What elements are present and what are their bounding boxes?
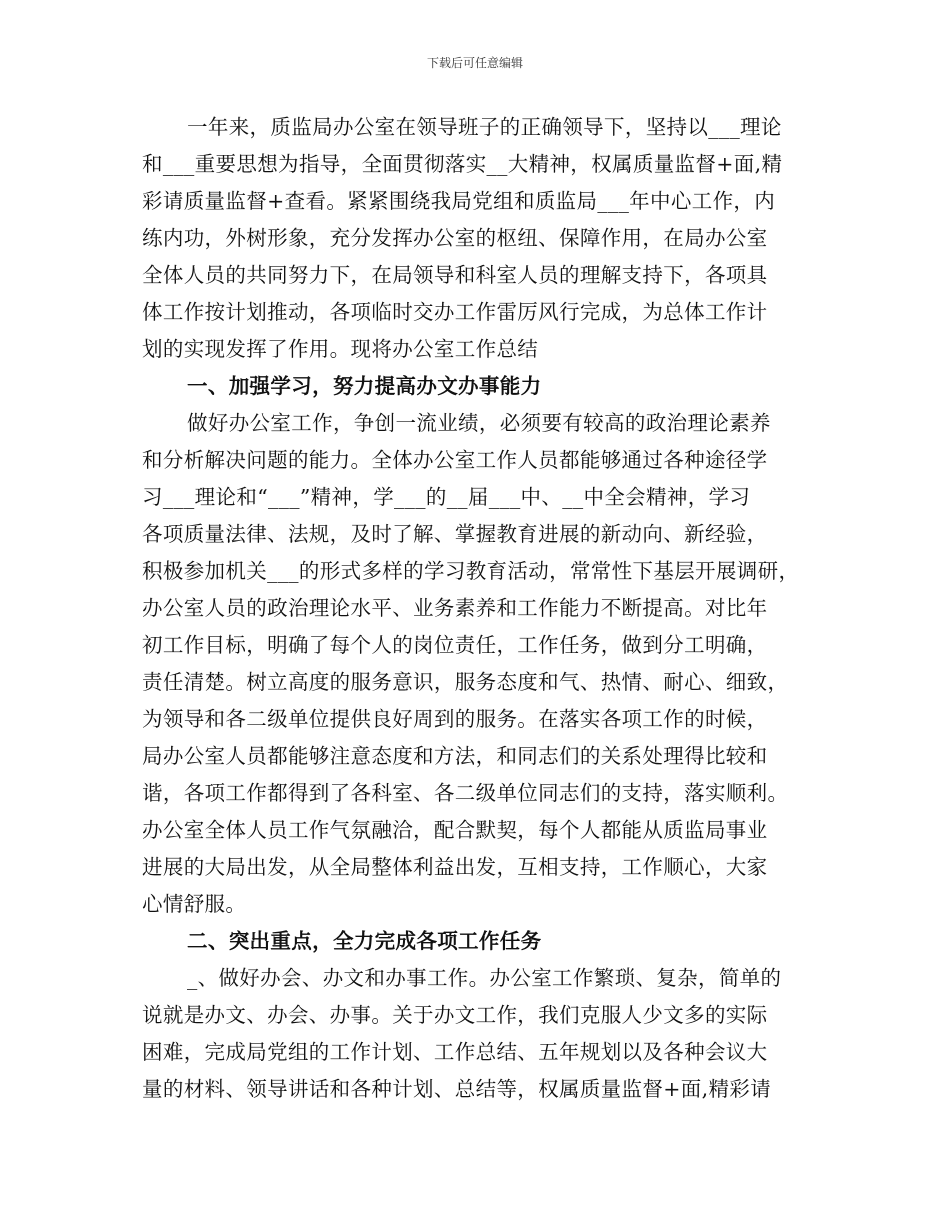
text-line: 谐，各项工作都得到了各科室、各二级单位同志们的支持，落实顺利。 xyxy=(142,781,789,805)
text-line: 局办公室人员都能够注意态度和方法，和同志们的关系处理得比较和 xyxy=(142,744,768,768)
text-line: 积极参加机关___的形式多样的学习教育活动，常常性下基层开展调研， xyxy=(142,559,800,583)
text-line: 和___重要思想为指导，全面贯彻落实__大精神，权属质量监督+面,精 xyxy=(142,152,783,176)
text-line: 困难，完成局党组的工作计划、工作总结、五年规划以及各种会议大 xyxy=(142,1040,768,1064)
text-line: 量的材料、领导讲话和各种计划、总结等，权属质量监督+面,精彩请 xyxy=(142,1077,772,1101)
text-line: 划的实现发挥了作用。现将办公室工作总结 xyxy=(142,337,539,361)
text-line: 彩请质量监督+查看。紧紧围绕我局党组和质监局___年中心工作，内 xyxy=(142,189,776,213)
text-line: 全体人员的共同努力下，在局领导和科室人员的理解支持下，各项具 xyxy=(142,263,768,287)
text-line: 习___理论和“___”精神，学___的__届___中、__中全会精神，学习 xyxy=(142,485,751,509)
text-line: 一年来，质监局办公室在领导班子的正确领导下，坚持以___理论 xyxy=(187,115,782,139)
text-line: 各项质量法律、法规，及时了解、掌握教育进展的新动向、新经验， xyxy=(142,522,768,546)
text-line: 办公室人员的政治理论水平、业务素养和工作能力不断提高。对比年 xyxy=(142,596,768,620)
page-header-note: 下载后可任意编辑 xyxy=(426,56,523,70)
text-line: 初工作目标，明确了每个人的岗位责任，工作任务，做到分工明确， xyxy=(142,633,768,657)
text-line: 办公室全体人员工作气氛融洽，配合默契，每个人都能从质监局事业 xyxy=(142,818,768,842)
text-line: 体工作按计划推动，各项临时交办工作雷厉风行完成，为总体工作计 xyxy=(142,300,768,324)
text-line: 为领导和各二级单位提供良好周到的服务。在落实各项工作的时候， xyxy=(142,707,768,731)
section-heading-1: 一、加强学习，努力提高办文办事能力 xyxy=(187,374,542,398)
text-line: 做好办公室工作，争创一流业绩，必须要有较高的政治理论素养 xyxy=(187,411,771,435)
section-heading-2: 二、突出重点，全力完成各项工作任务 xyxy=(187,929,542,953)
text-line: 责任清楚。树立高度的服务意识，服务态度和气、热情、耐心、细致， xyxy=(142,670,789,694)
text-line: 和分析解决问题的能力。全体办公室工作人员都能够通过各种途径学 xyxy=(142,448,768,472)
text-line: 进展的大局出发，从全局整体利益出发，互相支持，工作顺心，大家 xyxy=(142,855,768,879)
text-line: 说就是办文、办会、办事。关于办文工作，我们克服人少文多的实际 xyxy=(142,1003,768,1027)
text-line: 心情舒服。 xyxy=(142,892,247,916)
text-line: 练内功，外树形象，充分发挥办公室的枢纽、保障作用，在局办公室 xyxy=(142,226,768,250)
text-line: _、做好办会、办文和办事工作。办公室工作繁琐、复杂，简单的 xyxy=(187,966,782,990)
